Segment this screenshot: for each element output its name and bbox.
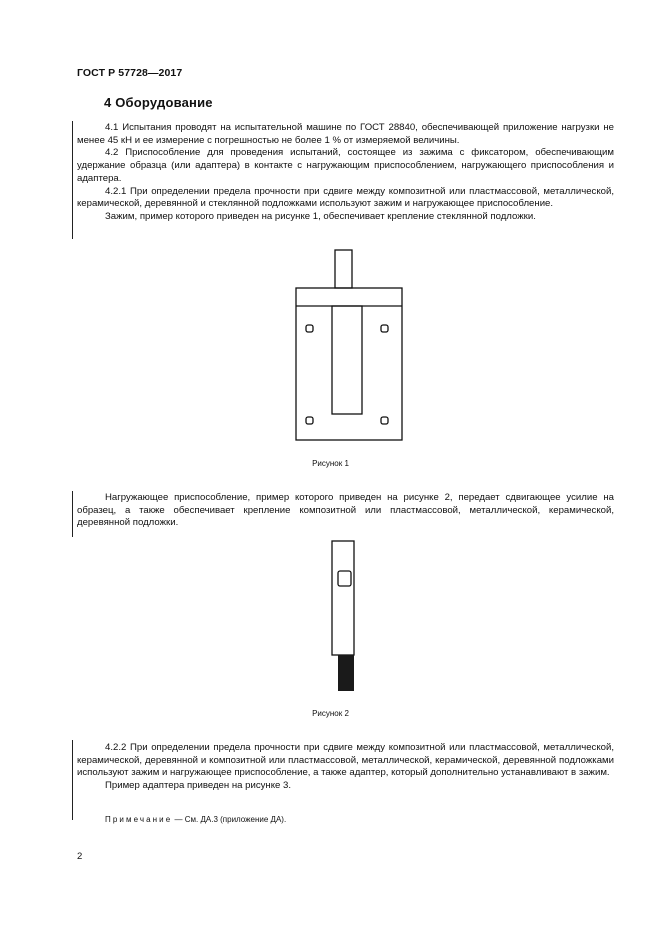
note-line (105, 815, 286, 824)
paragraph-4-1: 4.1 Испытания проводят на испытательной машине по ГОСТ 28840, обеспечивающей приложение нагрузки не менее 45 кН и ее измерение с погрешностью не более 1 % от измеряемой величины. (77, 122, 614, 146)
document-code: ГОСТ Р 57728—2017 (77, 67, 183, 79)
page-number: 2 (77, 851, 83, 862)
paragraph-4-2-2: 4.2.2 При определении предела прочности при сдвиге между композитной или пластмассовой, металлической, керамической, деревянной и композитной или пластмассовой, металлической, керамической, деревянной подложками используют зажим и нагружающее приспособление, а также адаптер, который дополнительно устанавливают в зажим. (77, 742, 614, 779)
paragraph-4-2: 4.2 Приспособление для проведения испытаний, состоящее из зажима с фиксатором, обеспечивающим удержание образца (или адаптера) в контакте с нагружающим приспособлением, нагружающего приспособления и адаптера. (77, 147, 614, 184)
figure-2-loading-fixture-drawing (320, 537, 370, 697)
figure-1-caption: Рисунок 1 (312, 459, 349, 468)
text-block-equipment (77, 122, 614, 224)
paragraph-4-2-1: 4.2.1 При определении предела прочности при сдвиге между композитной или пластмассовой, металлической, керамической, деревянной и стеклянной подложками используют зажим и нагружающее приспособление. (77, 185, 614, 210)
section-heading: 4 Оборудование (104, 95, 213, 110)
figure-1-clamp-drawing (290, 248, 410, 448)
bolt-hole-icon (306, 417, 313, 424)
paragraph-adapter-ref: Пример адаптера приведен на рисунке 3. (105, 780, 292, 792)
text-block-loading-fixture (77, 492, 614, 530)
text-block-adapter (77, 742, 614, 793)
bolt-hole-icon (306, 325, 313, 332)
fixture-shank (338, 655, 354, 691)
specimen-window-icon (338, 571, 351, 586)
note-label: Примечание (105, 815, 173, 824)
figure-2-caption: Рисунок 2 (312, 709, 349, 718)
bolt-hole-icon (381, 417, 388, 424)
paragraph-loading-fixture: Нагружающее приспособление, пример которого приведен на рисунке 2, передает сдвигающее усилие на образец, а также обеспечивает крепление композитной или пластмассовой, металлической, керамической, деревянной подложки. (77, 492, 614, 529)
clamp-shaft (335, 250, 352, 288)
revision-bar (72, 121, 73, 239)
clamp-slot (332, 306, 362, 414)
revision-bar (72, 491, 73, 537)
bolt-hole-icon (381, 325, 388, 332)
revision-bar (72, 740, 73, 820)
paragraph-clamp-ref: Зажим, пример которого приведен на рисунке 1, обеспечивает крепление стеклянной подложки. (105, 210, 536, 222)
fixture-body (332, 541, 354, 655)
note-text: — См. ДА.3 (приложение ДА). (172, 815, 287, 824)
